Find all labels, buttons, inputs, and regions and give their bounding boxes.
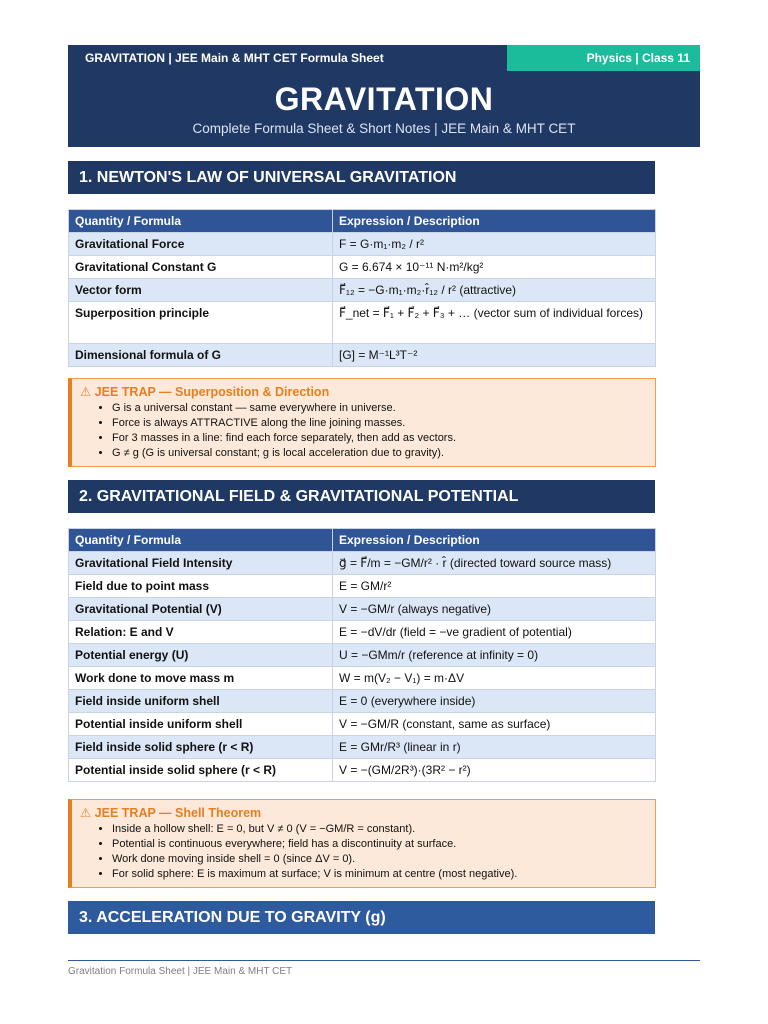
table-row — [69, 621, 656, 644]
expression-cell: F = G·m₁·m₂ / r² — [333, 233, 656, 256]
expression-cell: E = 0 (everywhere inside) — [333, 690, 656, 713]
table-row — [69, 644, 656, 667]
expression-cell: E = GMr/R³ (linear in r) — [333, 736, 656, 759]
expression-cell: E = −dV/dr (field = −ve gradient of potential) — [333, 621, 656, 644]
expression-cell: [G] = M⁻¹L³T⁻² — [333, 344, 656, 367]
table-header-row — [69, 210, 656, 233]
expression-cell: F⃗_net = F⃗₁ + F⃗₂ + F⃗₃ + … (vector sum of individual forces) — [333, 302, 656, 344]
trap-list — [72, 822, 517, 882]
quantity-cell: Gravitational Constant G — [69, 256, 333, 279]
page-subtitle: Complete Formula Sheet & Short Notes | JEE Main & MHT CET — [192, 121, 576, 136]
table-row — [69, 713, 656, 736]
table-row — [69, 759, 656, 782]
table-row — [69, 598, 656, 621]
list-item: • For solid sphere: E is maximum at surface; V is minimum at centre (most negative). — [112, 867, 517, 882]
table-row — [69, 302, 656, 344]
table-row — [69, 575, 656, 598]
quantity-cell: Potential energy (U) — [69, 644, 333, 667]
trap-list — [72, 401, 456, 461]
expression-cell: V = −(GM/2R³)·(3R² − r²) — [333, 759, 656, 782]
table-row — [69, 690, 656, 713]
expression-cell: G = 6.674 × 10⁻¹¹ N·m²/kg² — [333, 256, 656, 279]
quantity-cell: Field inside uniform shell — [69, 690, 333, 713]
table-row — [69, 279, 656, 302]
formula-table-1 — [68, 209, 656, 367]
table-header-row — [69, 529, 656, 552]
expression-cell: g⃗ = F⃗/m = −GM/r² · r̂ (directed toward source mass) — [333, 552, 656, 575]
section-heading-2: 2. GRAVITATIONAL FIELD & GRAVITATIONAL POTENTIAL — [68, 480, 655, 513]
quantity-cell: Field inside solid sphere (r < R) — [69, 736, 333, 759]
column-header-expression: Expression / Description — [333, 529, 656, 552]
jee-trap-box-1 — [68, 378, 656, 467]
list-item: • Inside a hollow shell: E = 0, but V ≠ 0 (V = −GM/R = constant). — [112, 822, 517, 837]
expression-cell: U = −GMm/r (reference at infinity = 0) — [333, 644, 656, 667]
expression-cell: W = m(V₂ − V₁) = m·ΔV — [333, 667, 656, 690]
quantity-cell: Potential inside uniform shell — [69, 713, 333, 736]
page-title: GRAVITATION — [274, 81, 494, 117]
table-row — [69, 552, 656, 575]
quantity-cell: Gravitational Potential (V) — [69, 598, 333, 621]
expression-cell: V = −GM/r (always negative) — [333, 598, 656, 621]
list-item: • Potential is continuous everywhere; field has a discontinuity at surface. — [112, 837, 517, 852]
table-row — [69, 736, 656, 759]
quantity-cell: Potential inside solid sphere (r < R) — [69, 759, 333, 782]
jee-trap-box-2 — [68, 799, 656, 888]
expression-cell: F⃗₁₂ = −G·m₁·m₂·r̂₁₂ / r² (attractive) — [333, 279, 656, 302]
quantity-cell: Superposition principle — [69, 302, 333, 344]
quantity-cell: Relation: E and V — [69, 621, 333, 644]
formula-table-2 — [68, 528, 656, 782]
table-row — [69, 667, 656, 690]
header-doc-label: GRAVITATION | JEE Main & MHT CET Formula Sheet — [85, 51, 384, 65]
column-header-quantity: Quantity / Formula — [69, 210, 333, 233]
list-item: • Force is always ATTRACTIVE along the line joining masses. — [112, 416, 456, 431]
header-subject-badge: Physics | Class 11 — [507, 45, 700, 71]
quantity-cell: Vector form — [69, 279, 333, 302]
trap-title: ⚠ JEE TRAP — Superposition & Direction — [80, 385, 330, 399]
section-heading-1: 1. NEWTON'S LAW OF UNIVERSAL GRAVITATION — [68, 161, 655, 194]
quantity-cell: Work done to move mass m — [69, 667, 333, 690]
page-header — [68, 45, 700, 147]
table-row — [69, 233, 656, 256]
list-item: • For 3 masses in a line: find each force separately, then add as vectors. — [112, 431, 456, 446]
expression-cell: E = GM/r² — [333, 575, 656, 598]
list-item: • G ≠ g (G is universal constant; g is local acceleration due to gravity). — [112, 446, 456, 461]
quantity-cell: Gravitational Field Intensity — [69, 552, 333, 575]
quantity-cell: Gravitational Force — [69, 233, 333, 256]
quantity-cell: Dimensional formula of G — [69, 344, 333, 367]
page-footer: Gravitation Formula Sheet | JEE Main & MHT CET — [68, 966, 293, 977]
list-item: • Work done moving inside shell = 0 (since ΔV = 0). — [112, 852, 517, 867]
trap-title: ⚠ JEE TRAP — Shell Theorem — [80, 806, 262, 820]
column-header-quantity: Quantity / Formula — [69, 529, 333, 552]
quantity-cell: Field due to point mass — [69, 575, 333, 598]
table-row — [69, 344, 656, 367]
section-heading-3: 3. ACCELERATION DUE TO GRAVITY (g) — [68, 901, 655, 934]
table-row — [69, 256, 656, 279]
list-item: • G is a universal constant — same everywhere in universe. — [112, 401, 456, 416]
footer-divider — [68, 960, 700, 961]
column-header-expression: Expression / Description — [333, 210, 656, 233]
expression-cell: V = −GM/R (constant, same as surface) — [333, 713, 656, 736]
